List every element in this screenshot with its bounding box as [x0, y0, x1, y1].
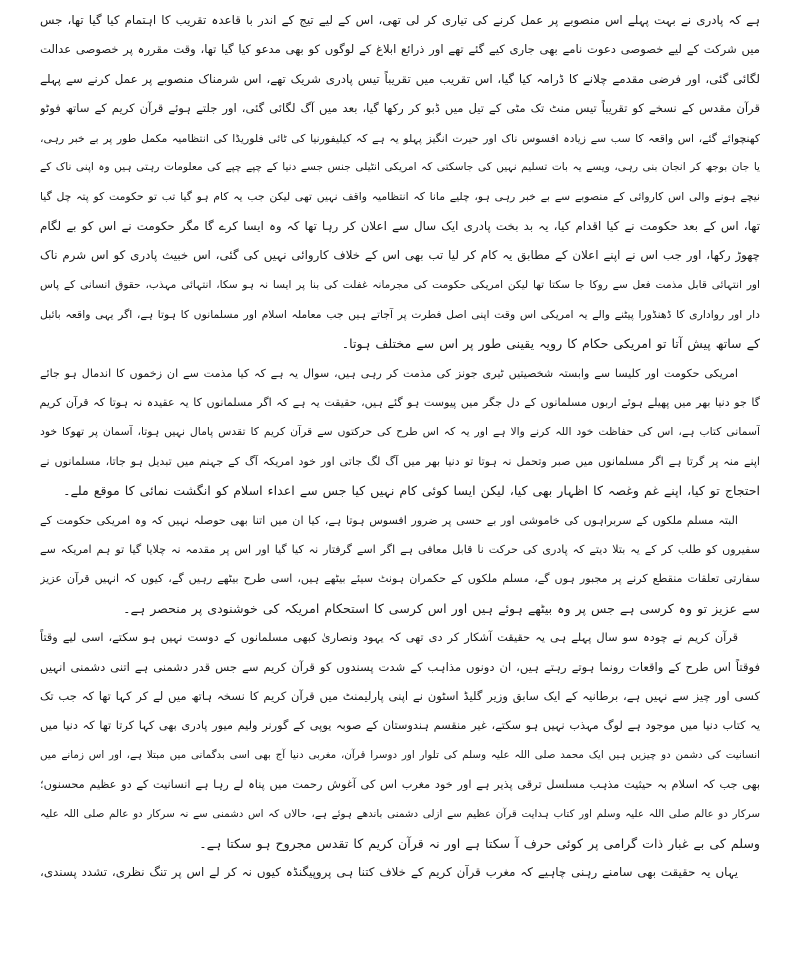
text-line: کسی اور چیز سے نہیں ہے، برطانیہ کے ایک سابق وزیر گلیڈ اسٹون نے اپنی پارلیمنٹ میں قرآن کریم کا نسخہ ہاتھ میں لے کر کہا تھا کہ جب تک — [40, 688, 760, 703]
text-line: امریکی حکومت اور کلیسا سے وابستہ شخصیتیں ٹیری جونز کی مذمت کر رہی ہیں، سوال یہ ہے کہ کیا مذمت سے ان زخموں کا اندمال ہو جائے — [40, 366, 738, 380]
text-line: گا جو دنیا بھر میں پھیلے ہوئے اربوں مسلمانوں کے دل جگر میں پیوست ہو گئے ہیں، حقیقت یہ ہے کہ اگر مسلمانوں کا یہ عقیدہ نہ ہوتا کہ قرآن کریم — [40, 396, 760, 410]
text-line: انسانیت کی دشمن دو چیزیں ہیں ایک محمد صلی اللہ علیہ وسلم کی تلوار اور دوسرا قرآن، مغربی دنیا آج بھی اسی بدگمانی میں مبتلا ہے، اور اس زمانے میں — [40, 748, 760, 761]
text-line: سفیروں کو طلب کر کے یہ بتلا دیتے کہ پادری کی حرکت نا قابل معافی ہے اگر اسے گرفتار نہ کیا گیا اور اس پر مقدمہ نہ چلایا گیا تو ہم امریکہ سے — [40, 543, 760, 557]
text-line: ہے کہ پادری نے بہت پہلے اس منصوبے پر عمل کرنے کی تیاری کر لی تھی، اس کے لیے تیج کے اندر با قاعدہ تقریب کا اہتمام کیا گیا تھا، جس — [40, 13, 760, 27]
text-line: یہ کتاب دنیا میں موجود ہے لوگ مہذب نہیں ہو سکتے، غیر منقسم ہندوستان کے صوبہ یوپی کے گورنر ولیم میور پادری بھی کہا کرتا تھا کہ دنیا میں — [40, 718, 760, 733]
text-line: چھوڑ رکھا، اور جب اس نے اپنے اعلان کے مطابق یہ کام کر لیا تب بھی اس کے خلاف کاروائی نہیں کی گئی، اس خبیث پادری کو اس شرم ناک — [40, 248, 760, 263]
text-line: سے عزیز تو وہ کرسی ہے جس پر وہ بیٹھے ہوئے ہیں اور اس کرسی کا استحکام امریکہ کی خوشنودی پر منحصر ہے۔ — [123, 600, 760, 616]
text-line: میں شرکت کے لیے خصوصی دعوت نامے بھی جاری کیے گئے تھے اور ذرائع ابلاغ کے لوگوں کو بھی مدعو کیا گیا تھا، وقت مقررہ پر خصوصی عدالت — [40, 42, 760, 57]
paragraph-3 — [40, 506, 760, 624]
text-line: بھی جب کہ اسلام بہ حیثیت مذہب مسلسل ترقی پذیر ہے اور خود مغرب اس کی آغوش رحمت میں پناہ لے رہا ہے انسانیت کے دو عظیم محسنوں؛ — [40, 777, 760, 792]
paragraph-4 — [40, 623, 760, 858]
text-line: کے ساتھ پیش آتا تو امریکی حکام کا رویہ یقینی طور پر اس سے مختلف ہوتا۔ — [341, 336, 760, 352]
text-line: احتجاج تو کیا، اپنے غم وغصہ کا اظہار بھی کیا، لیکن ایسا کوئی کام نہیں کیا جس سے اعداء اسلام کو انگشت نمائی کا موقع ملے۔ — [63, 483, 760, 499]
text-line: اپنے منہ پر گرتا ہے اگر مسلمانوں میں صبر وتحمل نہ ہوتا تو دنیا بھر میں آگ لگ جاتی اور خود امریکہ آگ کے جہنم میں تبدیل ہو جاتا، مسلمانوں نے — [40, 454, 760, 468]
text-line: وسلم کی بے غبار ذات گرامی پر کوئی حرف آ سکتا ہے اور نہ قرآن کریم کا تقدس مجروح ہو سکتا ہے۔ — [199, 835, 760, 851]
text-line: اور انتہائی قابل مذمت فعل سے روکا جا سکتا تھا لیکن امریکی حکومت کی مجرمانہ غفلت کی بنا پر ایسا نہ ہو سکا، انتہائی مہذب، حقوق انسانی کے پاس — [40, 278, 760, 291]
text-line: کھنچوائے گئے، اس واقعہ کا سب سے زیادہ افسوس ناک اور حیرت انگیز پہلو یہ ہے کہ کیلیفورنیا کی ٹائی فلوریڈا کی انتظامیہ مکمل طور پر بے خبر رہی، — [40, 131, 760, 145]
text-line: دار اور رواداری کا ڈھنڈورا پیٹنے والے یہ امریکی اس وقت اپنی اصل فطرت پر آجاتے ہیں جب معاملہ اسلام اور مسلمانوں کا ہوتا ہے، اگر یہی واقعہ بائبل — [40, 307, 760, 321]
text-line: آسمانی کتاب ہے، اس کی حفاظت خود اللہ کرنے والا ہے اور یہ کہ اس طرح کی حرکتوں سے قرآن کریم کا تقدس پامال نہیں ہوتا، آسمان پر تھوکا خود — [40, 425, 760, 439]
text-line: سفارتی تعلقات منقطع کرنے پر مجبور ہوں گے، مسلم ملکوں کے حکمران ہونٹ سیئے بیٹھے ہیں، اسی طرح بیٹھے رہیں گے، کیوں کہ انہیں قرآن عزیز — [40, 572, 760, 586]
text-line: البتہ مسلم ملکوں کے سربراہوں کی خاموشی اور بے حسی پر ضرور افسوس ہوتا ہے، کیا ان میں اتنا بھی حوصلہ نہیں کہ وہ امریکی حکومت کے — [40, 513, 738, 527]
text-line: قرآن مقدس کے نسخے کو تقریباً تیس منٹ تک مٹی کے تیل میں ڈبو کر رکھا گیا، بعد میں آگ لگائی گئی، اور جلتے ہوئے قرآن کریم کے ساتھ فوٹو — [40, 101, 760, 116]
paragraph-5 — [40, 858, 760, 887]
document-page — [40, 6, 760, 956]
text-line: سرکار دو عالم صلی اللہ علیہ وسلم اور کتاب ہدایت قرآن عظیم سے ازلی دشمنی باندھے ہوئے ہے، حالاں کہ اس دشمنی سے نہ سرکار دو عالم صلی اللہ علیہ — [40, 807, 760, 820]
text-line: یہاں یہ حقیقت بھی سامنے رہنی چاہیے کہ مغرب قرآن کریم کے خلاف کتنا ہی پروپیگنڈہ کیوں نہ کر لے اس پر تنگ نظری، تشدد پسندی، — [40, 865, 738, 880]
text-line: یا جان بوجھ کر انجان بنی رہی، ویسے یہ بات تسلیم نہیں کی جاسکتی کہ امریکی انٹیلی جنس جسے دنیا کے چپے چپے کی معلومات رہتی ہیں وہ اپنی ناک کے — [40, 160, 760, 173]
paragraph-2 — [40, 359, 760, 506]
text-line: لگائی گئی، اور فرضی مقدمے چلانے کا ڈرامہ کیا گیا، اس تقریب میں تقریباً تیس پادری شریک تھے، اس شرمناک منصوبے پر عمل کرنے سے پہلے — [40, 71, 760, 86]
text-line: نیچے ہونے والی اس کاروائی کے منصوبے سے بے خبر رہی ہو، چلیے مانا کہ انتظامیہ واقف نہیں تھی لیکن جب یہ کام ہو گیا تب تو حکومت کو پتہ چل گیا — [40, 190, 760, 204]
text-line: تھا، اس کے بعد حکومت نے کیا اقدام کیا، یہ بد بخت پادری ایک سال سے اعلان کر رہا تھا کہ وہ ایسا کرے گا مگر حکومت نے اس کو بے لگام — [40, 218, 760, 233]
text-line: قرآن کریم نے چودہ سو سال پہلے ہی یہ حقیقت آشکار کر دی تھی کہ یہود ونصاریٰ کبھی مسلمانوں کے دوست نہیں ہو سکتے، اسی لیے وقتاً — [40, 630, 738, 645]
paragraph-1 — [40, 6, 760, 359]
text-line: فوقتاً اس طرح کے واقعات رونما ہوتے رہتے ہیں، ان دونوں مذاہب کے شدت پسندوں کو قرآن کریم سے جس قدر دشمنی ہے اتنی دشمنی انہیں — [40, 659, 760, 674]
